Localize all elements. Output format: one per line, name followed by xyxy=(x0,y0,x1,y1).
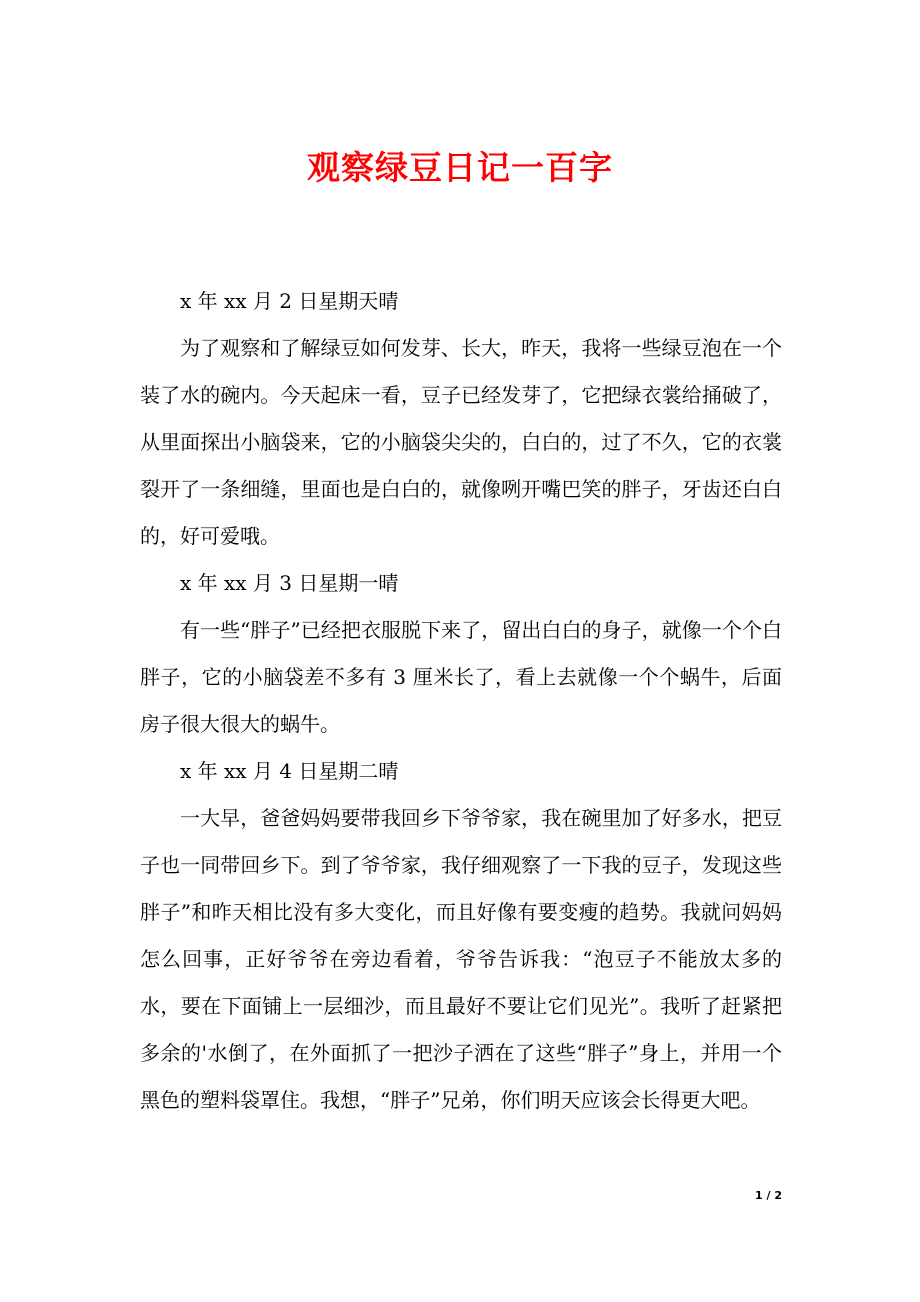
page-number: 1 / 2 xyxy=(755,1189,782,1202)
entry-paragraph: 有一些“胖子”已经把衣服脱下来了，留出白白的身子，就像一个个白胖子，它的小脑袋差不多有 3 厘米长了，看上去就像一个个蜗牛，后面房子很大很大的蜗牛。 xyxy=(140,618,782,736)
entry-paragraph: 一大早，爸爸妈妈要带我回乡下爷爷家，我在碗里加了好多水，把豆子也一同带回乡下。到了爷爷家，我仔细观察了一下我的豆子，发现这些胖子”和昨天相比没有多大变化，而且好像有要变瘦的趋势。我就问妈妈怎么回事，正好爷爷在旁边看着，爷爷告诉我：“泡豆子不能放太多的水，要在下面铺上一层细沙，而且最好不要让它们见光”。我听了赶紧把多余的'水倒了，在外面抓了一把沙子洒在了这些“胖子”身上，并用一个黑色的塑料袋罩住。我想，“胖子”兄弟，你们明天应该会长得更大吧。 xyxy=(140,806,782,1112)
entry-date: x 年 xx 月 3 日星期一晴 xyxy=(180,571,399,595)
entry-paragraph: 为了观察和了解绿豆如何发芽、长大，昨天，我将一些绿豆泡在一个装了水的碗内。今天起床一看，豆子已经发芽了，它把绿衣裳给捅破了，从里面探出小脑袋来，它的小脑袋尖尖的，白白的，过了不久，它的衣裳裂开了一条细缝，里面也是白白的，就像咧开嘴巴笑的胖子，牙齿还白白的，好可爱哦。 xyxy=(140,336,782,548)
document-title: 观察绿豆日记一百字 xyxy=(307,148,613,187)
entry-date: x 年 xx 月 4 日星期二晴 xyxy=(180,759,399,783)
entry-date: x 年 xx 月 2 日星期天晴 xyxy=(180,289,399,313)
document-body xyxy=(140,278,782,1124)
